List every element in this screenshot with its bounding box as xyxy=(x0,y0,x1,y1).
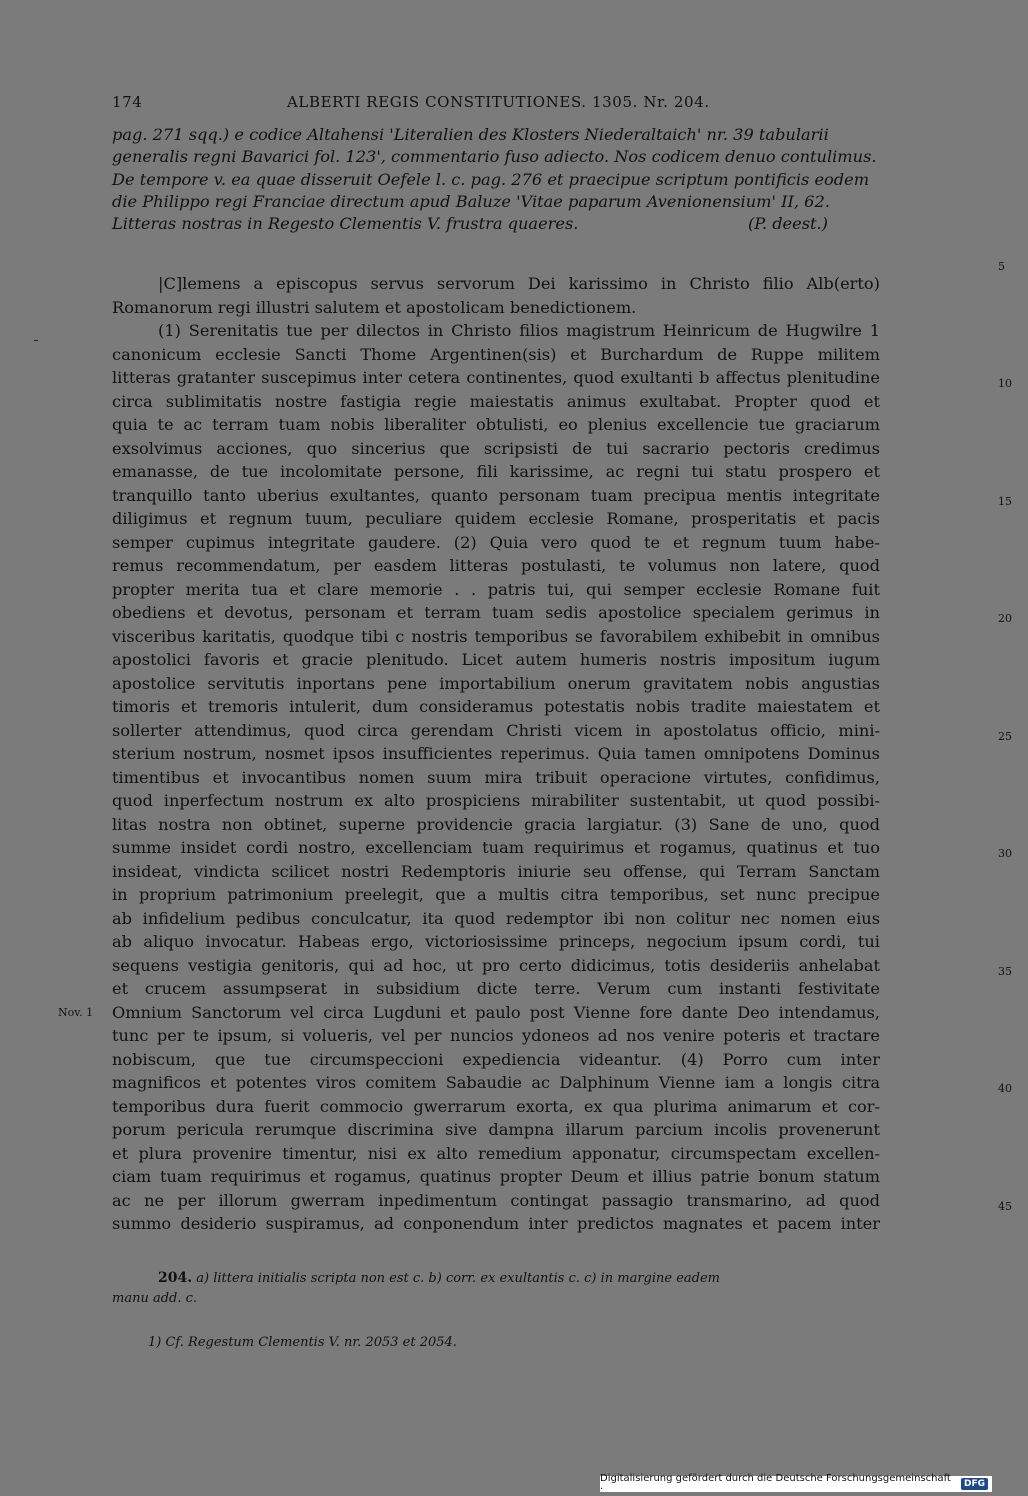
body-line: canonicum ecclesie Sancti Thome Argentinen(sis) et Burchardum de Ruppe militem xyxy=(112,344,880,364)
line-number: 45 xyxy=(998,1199,1012,1213)
line-number: 15 xyxy=(998,494,1012,508)
body-line: circa sublimitatis nostre fastigia regie maiestatis animus exultabat. Propter quod et xyxy=(112,391,880,411)
body-line: ciam tuam requirimus et rogamus, quatinus propter Deum et illius patrie bonum statum xyxy=(112,1167,880,1186)
body-lines xyxy=(112,272,880,1236)
critical-note: a) littera initialis scripta non est c. b) corr. ex exultantis c. c) in margine eadem xyxy=(196,1271,721,1286)
critical-note-cont: manu add. c. xyxy=(112,1291,198,1306)
body-line: ab infidelium pedibus conculcatur, ita quod redemptor ibi non colitur nec nomen eius xyxy=(112,908,880,928)
intro-line: generalis regni Bavarici fol. 123', commentario fuso adiecto. Nos codicem denuo contulimus. xyxy=(112,147,877,167)
body-line: visceribus karitatis, quodque tibi c nostris temporibus se favorabilem exhibebit in omnibus xyxy=(112,626,880,646)
body-line: ac ne per illorum gwerram inpedimentum contingat passagio transmarino, ad quod xyxy=(112,1190,880,1210)
body-line: et crucem assumpserat in subsidium dicte terre. Verum cum instanti festivitate xyxy=(112,979,880,998)
dfg-logo-icon: DFG xyxy=(961,1478,988,1490)
dfg-banner[interactable] xyxy=(600,1473,992,1495)
body-line: apostolici favoris et gracie plenitudo. Licet autem humeris nostris impositum iugum xyxy=(112,650,880,669)
body-line: (1) Serenitatis tue per dilectos in Christo filios magistrum Heinricum de Hugwilre 1 xyxy=(158,321,880,340)
critical-apparatus xyxy=(112,1268,880,1289)
body-line: propter merita tua et clare memorie . . patris tui, qui semper ecclesie Romane fuit xyxy=(112,579,880,599)
body-line: litas nostra non obtinet, superne providencie gracia largiatur. (3) Sane de uno, quod xyxy=(112,814,880,834)
intro-note: (P. deest.) xyxy=(747,214,828,234)
body-line: quia te ac terram tuam nobis liberaliter obtulisti, eo plenius excellencie tue graciarum xyxy=(112,415,880,434)
body-line: sollerter attendimus, quod circa gerendam Christi vicem in apostolatus officio, mini- xyxy=(112,720,880,740)
margin-mark xyxy=(34,340,38,341)
intro-line: De tempore v. ea quae disseruit Oefele l. c. pag. 276 et praecipue scriptum pontificis eodem xyxy=(112,169,870,189)
line-number: 40 xyxy=(998,1082,1012,1095)
body-line: litteras gratanter suscepimus inter cetera continentes, quod exultanti b affectus plenitudine xyxy=(112,368,880,387)
body-line: Omnium Sanctorum vel circa Lugduni et paulo post Vienne fore dante Deo intendamus, xyxy=(112,1002,880,1022)
body-line: sterium nostrum, nosmet ipsos insufficientes reperimus. Quia tamen omnipotens Dominus xyxy=(112,744,880,763)
body-line: diligimus et regnum tuum, peculiare quidem ecclesie Romane, prosperitatis et pacis xyxy=(112,509,880,528)
historical-note: 1) Cf. Regestum Clementis V. nr. 2053 et 2054. xyxy=(148,1335,457,1350)
line-number: 10 xyxy=(998,377,1012,390)
body-line: timoris et tremoris intulerit, dum consideramus potestatis nobis tradite maiestatem et xyxy=(112,697,880,716)
footnotes xyxy=(112,1268,880,1353)
body-line: summe insidet cordi nostro, excellenciam tuam requirimus et rogamus, quatinus et tuo xyxy=(112,838,880,857)
body-line: quod inperfectum nostrum ex alto prospiciens mirabiliter sustentabit, ut quod possibi- xyxy=(112,791,880,810)
body-line: nobiscum, que tue circumspeccioni expediencia videantur. (4) Porro cum inter xyxy=(112,1049,880,1069)
body-line: porum pericula rerumque discrimina sive dampna illarum parcium incolis provenerunt xyxy=(112,1120,880,1139)
body-line: in proprium patrimonium preelegit, que a multis citra temporibus, set nunc precipue xyxy=(112,885,880,904)
page-number: 174 xyxy=(112,93,143,111)
body-line: et plura provenire timentur, nisi ex alto remedium apponatur, circumspectam excellen- xyxy=(112,1143,880,1163)
body-line: temporibus dura fuerit commocio gwerrarum exorta, ex qua plurima animarum et cor- xyxy=(112,1096,880,1116)
body-line: timentibus et invocantibus nomen suum mira tribuit operacione virtutes, confidimus, xyxy=(112,767,880,787)
running-title: ALBERTI REGIS CONSTITUTIONES. 1305. Nr. 204. xyxy=(287,93,710,111)
body-line: emanasse, de tue incolomitate persone, fili karissime, ac regni tui statu prospero et xyxy=(112,462,880,481)
body-line: obediens et devotus, personam et terram tuam sedis apostolice specialem gerimus in xyxy=(112,603,880,622)
body-line: sequens vestigia genitoris, qui ad hoc, ut pro certo didicimus, totis desideriis anhelabat xyxy=(112,955,880,975)
intro-line: die Philippo regi Franciae directum apud Baluze 'Vitae paparum Avenionensium' II, 62. xyxy=(112,191,830,211)
banner-text: Digitalisierung gefördert durch die Deutsche Forschungsgemeinschaft · xyxy=(600,1473,951,1495)
intro-line: pag. 271 sqq.) e codice Altahensi 'Literalien des Klosters Niederaltaich' nr. 39 tabularii xyxy=(112,125,829,144)
body-line: insideat, vindicta scilicet nostri Redemptoris iniurie seu offense, qui Terram Sanctam xyxy=(112,861,880,881)
body-line: ab aliquo invocatur. Habeas ergo, victoriosissime princeps, negocium ipsum cordi, tui xyxy=(112,932,880,951)
body-line: semper cupimus integritate gaudere. (2) Quia vero quod te et regnum tuum habe- xyxy=(112,532,880,552)
body-line: tranquillo tanto uberius exultantes, quanto personam tuam precipua mentis integritate xyxy=(112,485,880,505)
body-line: magnificos et potentes viros comitem Sabaudie ac Dalphinum Vienne iam a longis citra xyxy=(112,1073,880,1092)
document-body xyxy=(112,259,1012,1236)
body-line: Romanorum regi illustri salutem et apostolicam benedictionem. xyxy=(112,297,637,317)
line-number: 30 xyxy=(998,847,1012,860)
line-number: 5 xyxy=(998,259,1005,273)
line-number: 20 xyxy=(998,612,1012,625)
body-line: tunc per te ipsum, si volueris, vel per nuncios ydoneos ad nos venire poteris et tractare xyxy=(112,1026,880,1045)
body-line: |C]lemens a episcopus servus servorum Dei karissimo in Christo filio Alb(erto) xyxy=(158,274,880,293)
body-line: exsolvimus acciones, quo sincerius que scripsisti de tui sacrario pectoris credimus xyxy=(112,438,880,458)
intro-last-line xyxy=(112,213,880,235)
line-number: 35 xyxy=(998,964,1012,978)
body-line: apostolice servitutis inportans pene importabilium onerum gravitatem nobis angustias xyxy=(112,673,880,693)
line-number: 25 xyxy=(998,729,1012,743)
body-line: summo desiderio suspiramus, ad conponendum inter predictos magnates et pacem inter xyxy=(112,1214,880,1233)
doc-number: 204. xyxy=(158,1270,193,1286)
editorial-introduction xyxy=(112,124,880,235)
margin-date-note: Nov. 1 xyxy=(58,1005,94,1019)
intro-line: Litteras nostras in Regesto Clementis V. frustra quaeres. xyxy=(112,214,579,234)
body-line: remus recommendatum, per easdem litteras postulasti, te volumus non latere, quod xyxy=(112,556,880,575)
